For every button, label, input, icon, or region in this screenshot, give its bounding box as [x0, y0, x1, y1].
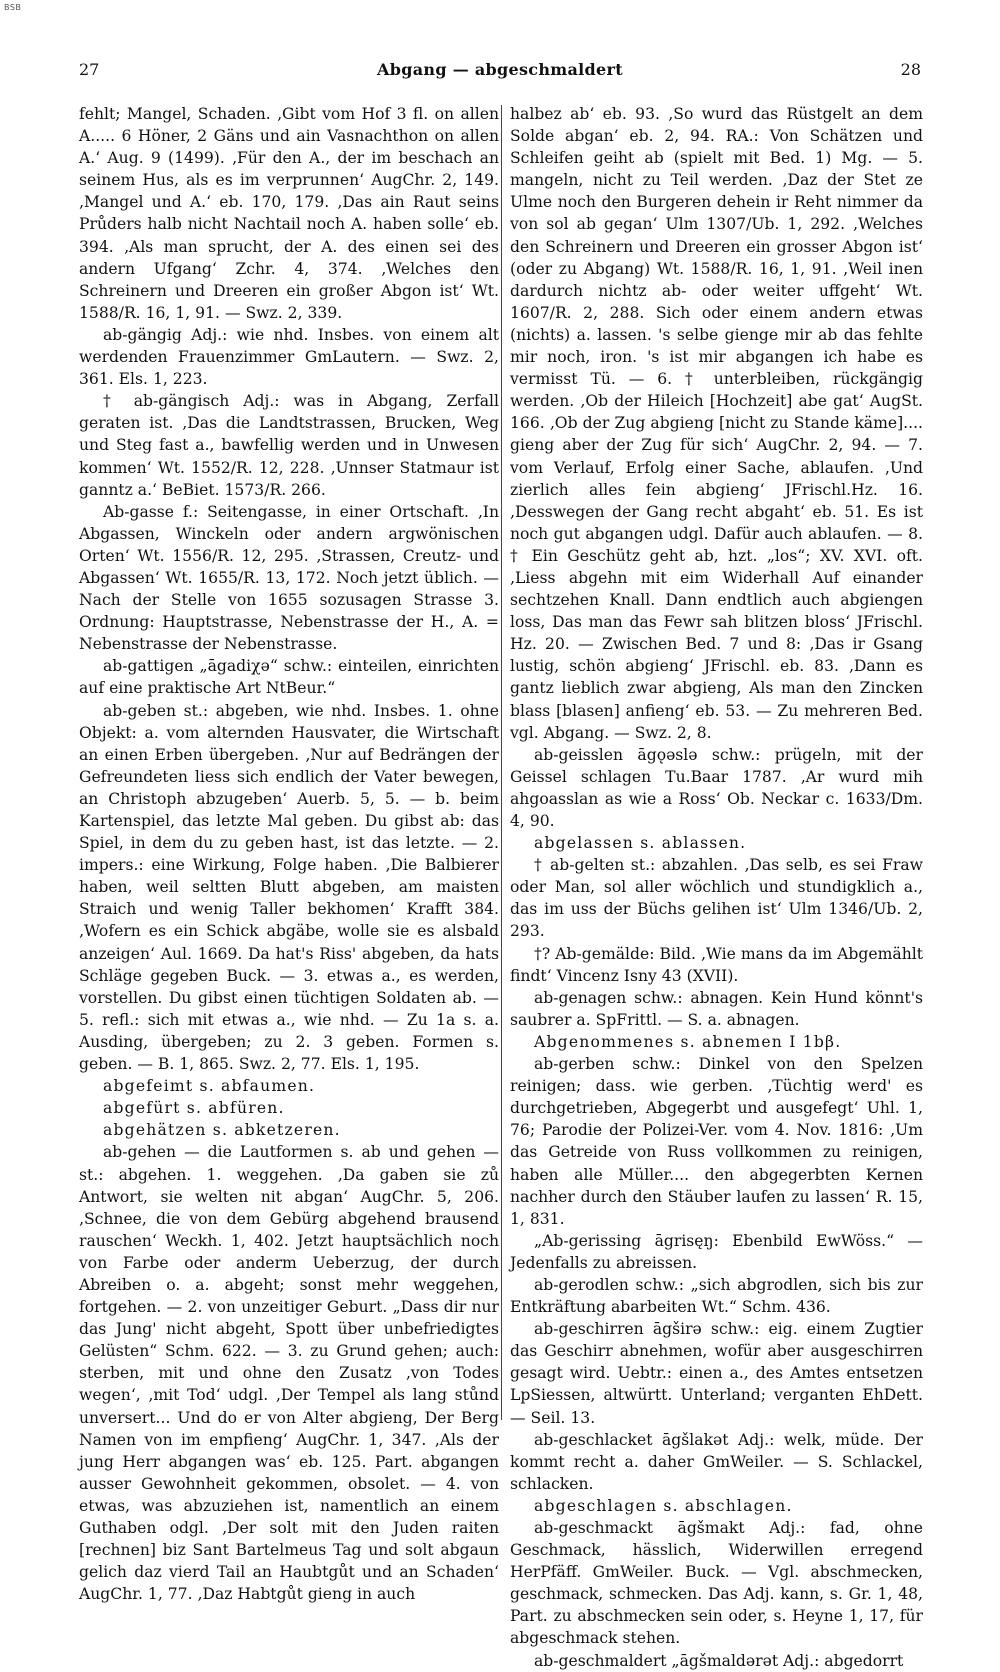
entry-paragraph: ab-gerodlen schw.: „sich abgrodlen, sich bis zur Entkräftung abarbeiten Wt.“ Schm. 436. — [510, 1275, 923, 1317]
column-divider — [501, 105, 502, 1420]
entry-paragraph: ab-gehen — die Lautformen s. ab und gehen — st.: abgehen. 1. weggehen. ‚Da gaben sie zů Antwort, sie welten nit abgan‘ AugChr. 5, 206. ‚Schnee, die von dem Gebürg abgehend brausend rauschen‘ Weckh. 1, 402. Jetzt hauptsächlich noch von Farbe oder anderm Ueberzug, der durch Abreiben o. a. abgeht; sonst mehr weggehen, fortgehen. — 2. von unzeitiger Geburt. „Dass dir nur das Jung' nicht abgeht, Spott über unbefriedigtes Gelüsten“ Schm. 622. — 3. zu Grund gehen; auch: sterben, mit und ohne den Zusatz ‚von Todes wegen‘, ‚mit Tod‘ udgl. ‚Der Tempel als lang stůnd unversert... Und do er von Alter abgieng, Der Berg Namen von im empfieng‘ AugChr. 1, 347. ‚Als der jung Herr abgangen was‘ eb. 125. Part. abgangen ausser Gewohnheit gekommen, obsolet. — 4. von etwas, was abzuziehen ist, namentlich an einem Guthaben odgl. ‚Der solt mit den Juden raiten [rechnen] biz Sant Bartelmeus Tag und solt abgaun gelich daz vierd Tail an Haubtgůt und an Schaden‘ AugChr. 1, 77. ‚Daz Habtgůt gieng in auch — [79, 1143, 499, 1604]
entry-paragraph: abgelassen s. ablassen. — [534, 834, 747, 853]
entry-paragraph: abgeschlagen s. abschlagen. — [534, 1496, 793, 1515]
page-number-right: 28 — [900, 60, 921, 79]
running-head: Abgang — abgeschmaldert — [377, 60, 623, 79]
entry-paragraph: ab-gattigen „āgadiχə“ schw.: einteilen, einrichten auf eine praktische Art NtBeur.“ — [79, 657, 499, 698]
entry-paragraph: ab-gängig Adj.: wie nhd. Insbes. von einem alt werdenden Frauenzimmer GmLautern. — Swz. 2, 361. Els. 1, 223. — [79, 325, 499, 389]
entry-paragraph: ab-gerben schw.: Dinkel von den Spelzen reinigen; dass. wie gerben. ‚Tüchtig werd' es durchgetrieben, Abgegerbt und ausgefegt‘ Uhl. 1, 76; Parodie der Polizei-Ver. vom 4. Nov. 1816: ‚Um das Getreide von Russ vollkommen zu reinigen, haben alle Müller.... den abgegerbten Kernen nachher durch den Stäuber laufen zu lassen‘ R. 15, 1, 831. — [510, 1055, 923, 1228]
entry-paragraph: halbez ab‘ eb. 93. ‚So wurd das Rüstgelt an dem Solde abgan‘ eb. 2, 94. RA.: Von Schätzen und Schleifen geiht ab (spielt mit Bed. 1) Mg. — 5. mangeln, nicht zu Teil werden. ‚Daz der Stet ze Ulme noch den Burgeren dehein ir Reht nimmer da von sol ab gegan‘ Ulm 1307/Ub. 1, 292. ‚Welches den Schreinern und Dreeren ein grosser Abgon ist‘ (oder zu Abgang) Wt. 1588/R. 16, 1, 91. ‚Weil inen dardurch nichtz ab- oder weiter uffgeht‘ Wt. 1607/R. 2, 288. Sich oder einem andern etwas (nichts) a. lassen. 's selbe gienge mir ab das fehlte mir noch, iron. 's ist mir abgangen ich habe es vermisst Tü. — 6. † unterbleiben, rückgängig werden. ‚Ob der Hileich [Hochzeit] abe gat‘ AugSt. 166. ‚Ob der Zug abgieng [nicht zu Stande käme].... gieng aber der Zug für sich‘ AugChr. 2, 94. — 7. vom Verlauf, Erfolg einer Sache, ablaufen. ‚Und zierlich alles fein abgieng‘ JFrischl.Hz. 16. ‚Desswegen der Gang recht abgaht‘ eb. 51. Es ist noch gut abgangen udgl. Dafür auch ablaufen. — 8. † Ein Geschütz geht ab, hzt. „los“; XV. XVI. oft. ‚Liess abgehn mit eim Widerhall Auf einander sechtzehen Knall. Dann endtlich auch abgiengen loss, Das man das Fewr sah blitzen bloss‘ JFrischl. Hz. 20. — Zwischen Bed. 7 und 8: ‚Das ir Gsang lustig, schön abgieng‘ JFrischl. eb. 83. ‚Dann es gantz lieblich zwar abgieng, Als man den Zincken blass [blasen] anfieng‘ eb. 53. — Zu mehreren Bed. vgl. Abgang. — Swz. 2, 8. — [510, 105, 923, 742]
entry-paragraph: ab-geschlacket āgšlakət Adj.: welk, müde. Der kommt recht a. daher GmWeiler. — S. Schlackel, schlacken. — [510, 1430, 923, 1493]
entry-paragraph: „Ab-gerissing āgrisęŋ: Ebenbild EwWöss.“ — Jedenfalls zu abreissen. — [510, 1231, 923, 1272]
watermark: BSB — [4, 3, 22, 12]
entry-paragraph: fehlt; Mangel, Schaden. ‚Gibt vom Hof 3 fl. on allen A..... 6 Höner, 2 Gäns und ain Vasnachthon on allen A.‘ Aug. 9 (1499). ‚Für den A., der im beschach an seinem Hus, als es im verprunnen‘ AugChr. 2, 149. ‚Mangel und A.‘ eb. 170, 179. ‚Das ain Raut seins Průders halb nicht Nachtail noch A. haben solle‘ eb. 394. ‚Als man sprucht, der A. des einen sei des andern Ufgang‘ Zchr. 4, 374. ‚Welches den Schreinern und Dreeren ein großer Abgon ist‘ Wt. 1588/R. 16, 1, 91. — Swz. 2, 339. — [79, 105, 499, 322]
entry-paragraph: ab-genagen schw.: abnagen. Kein Hund könnt's saubrer a. SpFrittl. — S. a. abnagen. — [510, 988, 923, 1029]
entry-paragraph: ab-geschirren āgširə schw.: eig. einem Zugtier das Geschirr abnehmen, wofür aber ausgeschirren gesagt wird. Uebtr.: einen a., des Amtes entsetzen LpSiessen, altwürtt. Unterland; verganten EhDett. — Seil. 13. — [510, 1320, 923, 1427]
entry-paragraph: ab-geben st.: abgeben, wie nhd. Insbes. 1. ohne Objekt: a. vom alternden Hausvater, die Wirtschaft an einen Erben übergeben. ‚Nur auf Bedrängen der Gefreundeten liess sich endlich der Vater bewegen, an Christoph abzugeben‘ Auerb. 5, 5. — b. beim Kartenspiel, das letzte Mal geben. Du gibst ab: das Spiel, in dem du zu geben hast, ist das letzte. — 2. impers.: eine Wirkung, Folge haben. ‚Die Balbierer haben, weil seltten Blutt abgeben, am maisten Straich und wenig Taller bekhomen‘ Krafft 384. ‚Wofern es ein Schick abgäbe, wolle sie es alsbald anzeigen‘ Aul. 1669. Da hat's Riss' abgeben, da hats Schläge gegeben Buck. — 3. etwas a., es werden, vorstellen. Du gibst einen tüchtigen Soldaten ab. — 5. refl.: sich mit etwas a., wie nhd. — Zu 1a s. a. Ausding, übergeben; zu 2. 3 geben. Formen s. geben. — B. 1, 865. Swz. 2, 77. Els. 1, 195. — [79, 701, 499, 1074]
entry-paragraph: † ab-gelten st.: abzahlen. ‚Das selb, es sei Fraw oder Man, sol aller wöchlich und stundigklich a., das im uss der Büchs gelihen ist‘ Ulm 1346/Ub. 2, 293. — [510, 856, 923, 941]
left-column — [79, 103, 499, 1604]
page-number-left: 27 — [79, 60, 100, 79]
entry-paragraph: ab-geisslen āgǫəslə schw.: prügeln, mit der Geissel schlagen Tu.Baar 1787. ‚Ar wurd mih ahgoasslan as wie a Ross‘ Ob. Neckar c. 1633/Dm. 4, 90. — [510, 745, 923, 830]
entry-paragraph: †? Ab-gemälde: Bild. ‚Wie mans da im Abgemählt findt‘ Vincenz Isny 43 (XVII). — [510, 944, 923, 985]
entry-paragraph: Abgenommenes s. abnemen I 1bβ. — [534, 1032, 842, 1051]
entry-paragraph: ab-geschmackt āgšmakt Adj.: fad, ohne Geschmack, hässlich, Widerwillen erregend HerPfäff. GmWeiler. Buck. — Vgl. abschmecken, geschmack, schmecken. Das Adj. kann, s. Gr. 1, 48, Part. zu abschmecken sein oder, s. Heyne 1, 17, für abgeschmack stehen. — [510, 1519, 923, 1648]
entry-paragraph: Ab-gasse f.: Seitengasse, in einer Ortschaft. ‚In Abgassen, Winckeln oder andern argwönischen Orten‘ Wt. 1556/R. 12, 295. ‚Strassen, Creutz- und Abgassen‘ Wt. 1655/R. 13, 172. Noch jetzt üblich. — Nach der Stelle von 1655 sozusagen Strasse 3. Ordnung: Hauptstrasse, Nebenstrasse der H., A. = Nebenstrasse der Nebenstrasse. — [79, 502, 499, 654]
entry-paragraph: abgefürt s. abfüren. — [103, 1099, 285, 1118]
right-column — [510, 103, 923, 1670]
entry-paragraph: ab-geschmaldert „āgšmaldərət Adj.: abgedorrt — [534, 1651, 904, 1670]
entry-paragraph: † ab-gängisch Adj.: was in Abgang, Zerfall geraten ist. ‚Das die Landtstrassen, Brucken, Weg und Steg fast a., bawfellig werden und in Unwesen kommen‘ Wt. 1552/R. 12, 228. ‚Unnser Statmaur ist ganntz a.‘ BeBiet. 1573/R. 266. — [79, 392, 499, 499]
entry-paragraph: abgehätzen s. abketzeren. — [103, 1121, 341, 1140]
entry-paragraph: abgefeimt s. abfaumen. — [103, 1077, 316, 1096]
